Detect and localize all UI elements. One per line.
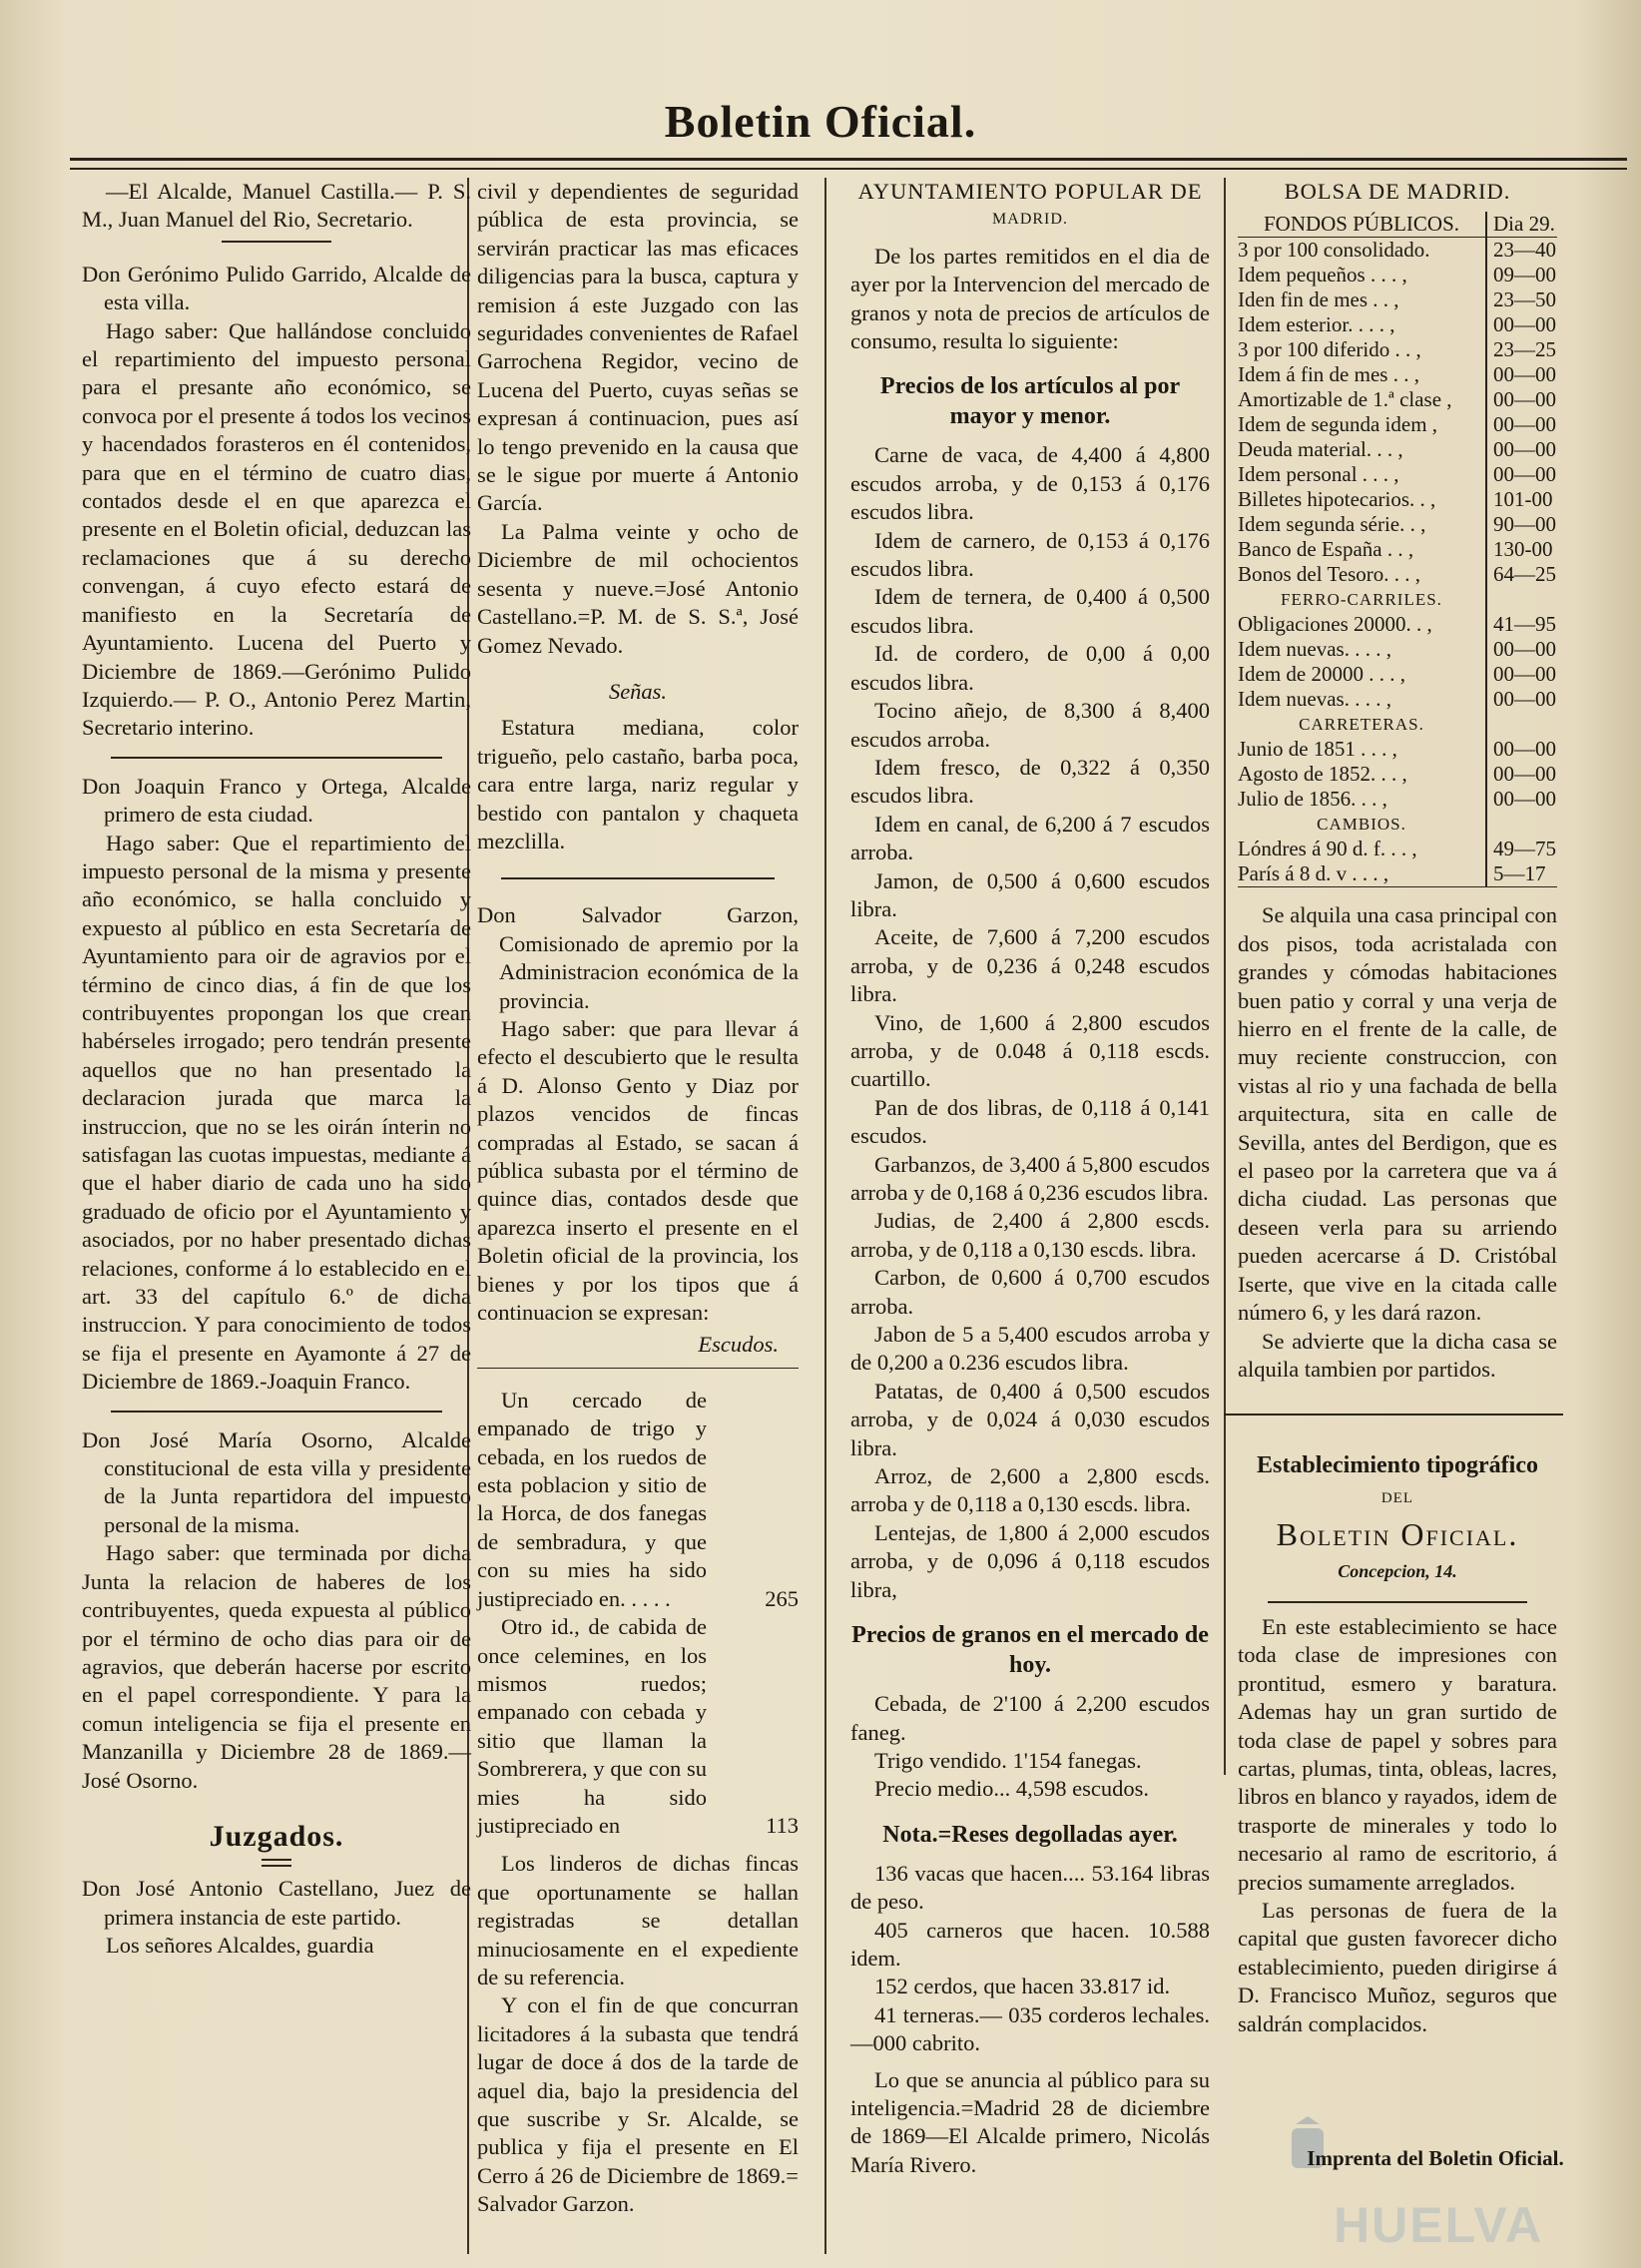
notice-heading-pulido: Don Gerónimo Pulido Garrido, Alcalde de esta villa. <box>82 261 471 315</box>
divider <box>1224 1414 1563 1416</box>
price-item: Carne de vaca, de 4,400 á 4,800 escudos arroba, y de 0,153 á 0,176 escudos libra. <box>850 442 1210 525</box>
stock-table <box>1238 212 1557 887</box>
section-subtitle-madrid: MADRID. <box>992 211 1068 229</box>
watermark: HUELVA <box>1334 2197 1544 2253</box>
establishment-title: Boletin Oficial. <box>1276 1516 1519 1553</box>
section-title-juzgados: Juzgados. <box>209 1819 344 1853</box>
table-row: Idem á fin de mes . . , 00—00 <box>1238 362 1556 387</box>
livestock-line: 136 vacas que hacen.... 53.164 libras de peso. <box>850 1860 1210 1915</box>
section-title-granos: Precios de granos en el mercado de hoy. <box>851 1622 1209 1679</box>
notice-linderos: Los linderos de dichas fincas que oportunamente se hallan registradas se detallan minuciosamente en el expediente de su referencia. <box>477 1851 799 1989</box>
subheading-carreteras: CARRETERAS. <box>1299 715 1424 735</box>
column-separator-3 <box>1224 178 1226 1775</box>
notice-heading-osorno: Don José María Osorno, Alcalde constitucional de esta villa y presidente de la Junta repartidora del impuesto personal de la misma. <box>82 1426 471 1537</box>
price-item: Jamon, de 0,500 á 0,600 escudos libra. <box>850 867 1210 921</box>
grain-line: Trigo vendido. 1'154 fanegas. <box>874 1747 1142 1773</box>
section-title-bolsa: BOLSA DE MADRID. <box>1284 179 1511 204</box>
table-header-fondos: FONDOS PÚBLICOS. <box>1238 212 1486 238</box>
establishment-contact: Las personas de fuera de la capital que gusten favorecer dicho establecimiento, pueden dirigirse á D. Francisco Muñoz, seguros que saldrán complacidos. <box>1238 1898 1557 2036</box>
price-item: Carbon, de 0,600 á 0,700 escudos arroba. <box>850 1265 1210 1319</box>
notice-body-franco: Hago saber: Que el repartimiento del impuesto personal de la misma y presente año económico, se halla concluido y expuesto al público en esta Secretaría de Ayuntamiento para oir de agravios por el término de cinco dias, á fin de que los contribuyentes propongan los que crean habérseles irrogado; pero tendrán presente aquellos que no han presentado la declaracion jurada que marca la instruccion, que no se les oirán ínterin no satisfagan las cuotas impuestas, mediante á que el haber diario de cada uno ha sido graduado de oficio por el Ayuntamiento y asociados, por no haber presentado dichas relaciones, conforme á lo establecido en el art. 33 del capítulo 6.º de dicha instruccion. Y para conocimiento de todos se fija el presente en Ayamonte á 27 de Diciembre de 1869.-Joaquin Franco. <box>82 830 471 1395</box>
notice-signature-la-palma: La Palma veinte y ocho de Diciembre de mil ochocientos sesenta y nueve.=José Antonio Castellano.=P. M. de S. S.ª, José Gomez Nevado. <box>477 518 799 658</box>
price-item: Aceite, de 7,600 á 7,200 escudos arroba, y de 0,236 á 0,248 escudos libra. <box>850 924 1210 1007</box>
column-2 <box>477 178 799 2219</box>
notice-subasta: Y con el fin de que concurran licitadores á la subasta que tendrá lugar de doce á dos de la tarde de aquel dia, bajo la presidencia del que suscribe y Sr. Alcalde, se publica y fija el presente en El Cerro á 26 de Diciembre de 1869.= Salvador Garzon. <box>477 1992 799 2217</box>
divider <box>222 241 331 243</box>
column-4 <box>1238 178 1557 2038</box>
table-row: Junio de 1851 . . . , 00—00 <box>1238 737 1556 762</box>
table-row: Idem personal . . . , 00—00 <box>1238 462 1556 487</box>
table-row: Idem esterior. . . . , 00—00 <box>1238 312 1556 337</box>
divider <box>262 1859 291 1867</box>
price-item: Garbanzos, de 3,400 á 5,800 escudos arroba y de 0,168 á 0,236 escudos libra. <box>850 1151 1210 1205</box>
price-item: Vino, de 1,600 á 2,800 escudos arroba, y de 0.048 á 0,118 escds. cuartillo. <box>850 1009 1210 1092</box>
price-item: Tocino añejo, de 8,300 á 8,400 escudos arroba. <box>850 698 1210 752</box>
property-value-1: 265 <box>765 1585 799 1611</box>
livestock-line: 41 terneras.— 035 corderos lechales.—000 cabrito. <box>850 2001 1210 2056</box>
section-title-reses: Nota.=Reses degolladas ayer. <box>882 1821 1178 1848</box>
notice-heading-garzon: Don Salvador Garzon, Comisionado de apremio por la Administracion económica de la provincia. <box>477 902 799 1013</box>
description-senas: Estatura mediana, color trigueño, pelo castaño, barba poca, cara entre larga, nariz regular y bestido con pantalon y chaqueta mezclilla. <box>477 715 799 853</box>
section-title-precios: Precios de los artículos al por mayor y menor. <box>879 373 1181 430</box>
column-header-escudos: Escudos. <box>698 1332 779 1358</box>
market-closing: Lo que se anuncia al público para su inteligencia.=Madrid 28 de diciembre de 1869—El Alcalde primero, Nicolás María Rivero. <box>850 2066 1210 2177</box>
subheading-ferrocarriles: FERRO-CARRILES. <box>1281 590 1442 610</box>
table-row: Idem de segunda idem , 00—00 <box>1238 412 1556 437</box>
table-row: Agosto de 1852. . . , 00—00 <box>1238 762 1556 787</box>
column-separator-2 <box>824 178 826 2254</box>
price-item: Judias, de 2,400 á 2,800 escds. arroba, y de 0,118 a 0,130 escds. libra. <box>850 1208 1210 1262</box>
price-item: Idem de ternera, de 0,400 á 0,500 escudos libra. <box>850 584 1210 638</box>
notice-heading-castellano: Don José Antonio Castellano, Juez de primera instancia de este partido. <box>82 1876 471 1930</box>
table-header-dia: Dia 29. <box>1486 212 1557 238</box>
establishment-description: En este establecimiento se hace toda clase de impresiones con prontitud, esmero y baratura. Ademas hay un gran surtido de toda clase de papel y sobres para cartas, plumas, tinta, obleas, lacres, libros en blanco y rayados, idem de trasporte de minerales y todo lo necesario al ramo de escritorio, á precios sumamente arreglados. <box>1238 1613 1557 1895</box>
table-row: Billetes hipotecarios. . , 101-00 <box>1238 487 1557 512</box>
price-item: Arroz, de 2,600 a 2,800 escds. arroba y de 0,118 a 0,130 escds. libra. <box>850 1463 1210 1517</box>
notice-body-osorno: Hago saber: que terminada por dicha Junta la relacion de haberes de los contribuyentes, queda expuesta al público por el término de ocho dias para oir de agravios, que deberán hacerse por escrito en el papel correspondiente. Y para la comun inteligencia se fija el presente en Manzanilla y Diciembre 28 de 1869.—José Osorno. <box>82 1540 471 1793</box>
property-description-1: Un cercado de empanado de trigo y cebada, en los ruedos de esta poblacion y sitio de la Horca, de dos fanegas de sembradura, y que con su mies ha sido justipreciado en. . . . . <box>477 1387 707 1611</box>
section-title-ayuntamiento: AYUNTAMIENTO POPULAR DE <box>857 179 1203 204</box>
subheading-cambios: CAMBIOS. <box>1317 815 1406 835</box>
table-row: Banco de España . . , 130-00 <box>1238 537 1557 562</box>
table-row: 3 por 100 consolidado. 23—40 <box>1238 238 1556 263</box>
establishment-del: DEL <box>1380 1489 1414 1506</box>
notice-heading-franco: Don Joaquin Franco y Ortega, Alcalde primero de esta ciudad. <box>82 773 471 828</box>
notice-body-pulido: Hago saber: Que hallándose concluido el repartimiento del impuesto personal para el presante año económico, se convoca por el presente á todos los vecinos y hacendados forasteros en él contenidos, para que en el término de cuatro dias, contados desde el en que aparezca el presente en el Boletin oficial, deduzcan las reclamaciones que á su derecho convengan, á cuyo efecto estará de manifiesto en la Secretaría de Ayuntamiento. Lucena del Puerto y Diciembre de 1869.—Gerónimo Pulido Izquierdo.— P. O., Antonio Perez Martin, Secretario interino. <box>82 317 471 741</box>
notice-body-garzon: Hago saber: que para llevar á efecto el descubierto que le resulta á D. Alonso Gento y Diaz por plazos vencidos de fincas compradas al Estado, se sacan á pública subasta por el término de quince dias, contados desde que aparezca inserto el presente en el Boletin oficial de la provincia, los bienes y por los tipos que á continuacion se expresan: <box>477 1015 799 1326</box>
price-item: Idem fresco, de 0,322 á 0,350 escudos libra. <box>850 754 1210 809</box>
divider <box>1268 1601 1527 1603</box>
notice-body-requisitoria: civil y dependientes de seguridad pública de esta provincia, se servirán practicar las mas eficaces diligencias para la busca, captura y remision á este Juzgado con las seguridades convenientes de Rafael Garrochena Regidor, vecino de Lucena del Puerto, cuyas señas se expresan á continuacion, pues así lo tengo prevenido en la causa que se le sigue por muerte á Antonio García. <box>477 179 799 516</box>
price-item: Pan de dos libras, de 0,118 á 0,141 escudos. <box>850 1094 1210 1149</box>
establishment-address: Concepcion, 14. <box>1338 1560 1457 1581</box>
property-row-2 <box>477 1613 799 1840</box>
divider <box>477 1368 799 1369</box>
table-row: Idem segunda série. . , 90—00 <box>1238 512 1556 537</box>
table-row: París á 8 d. v . . . , 5—17 <box>1238 861 1557 887</box>
advert-casa: Se alquila una casa principal con dos pisos, toda acristalada con grandes y cómodas habitaciones buen patio y corral y una verja de hierro en el frente de la calle, de muy reciente construccion, con vistas al rio y una fachada de bella arquitectura, sita en calle de Sevilla, antes del Berdigon, que es el paseo por la carretera que va á dicha ciudad. Las personas que deseen verla para su arriendo pueden acercarse á D. Cristóbal Iserte, que vive en la citada calle número 6, y les dará razon. <box>1238 902 1557 1326</box>
table-row: Idem de 20000 . . . , 00—00 <box>1238 662 1556 687</box>
table-row: Obligaciones 20000. . , 41—95 <box>1238 612 1556 637</box>
table-row: Amortizable de 1.ª clase , 00—00 <box>1238 387 1556 412</box>
column-1 <box>82 178 471 1961</box>
notice-signature-castilla: —El Alcalde, Manuel Castilla.— P. S. M., Juan Manuel del Rio, Secretario. <box>82 179 471 233</box>
column-3 <box>850 178 1210 2179</box>
livestock-line: 405 carneros que hacen. 10.588 idem. <box>850 1917 1210 1971</box>
table-row: Iden fin de mes . . , 23—50 <box>1238 287 1556 312</box>
price-item: Id. de cordero, de 0,00 á 0,00 escudos libra. <box>850 641 1210 695</box>
table-row: Deuda material. . . , 00—00 <box>1238 437 1556 462</box>
notice-body-castellano: Los señores Alcaldes, guardia <box>106 1933 374 1959</box>
masthead-rule <box>70 158 1627 170</box>
establishment-heading: Establecimiento tipográfico <box>1257 1452 1538 1479</box>
table-row: Idem pequeños . . . , 09—00 <box>1238 263 1556 287</box>
table-row: 3 por 100 diferido . . , 23—25 <box>1238 337 1556 362</box>
property-row-1 <box>477 1387 799 1613</box>
table-row: Idem nuevas. . . . , 00—00 <box>1238 637 1556 662</box>
divider <box>111 1411 442 1413</box>
divider <box>111 757 442 759</box>
table-row: Julio de 1856. . . , 00—00 <box>1238 787 1556 812</box>
table-row: Bonos del Tesoro. . . , 64—25 <box>1238 562 1556 587</box>
price-item: Idem en canal, de 6,200 á 7 escudos arroba. <box>850 811 1210 865</box>
advert-casa-note: Se advierte que la dicha casa se alquila tambien por partidos. <box>1238 1328 1557 1382</box>
table-row: Lóndres á 90 d. f. . . , 49—75 <box>1238 837 1556 861</box>
livestock-line: 152 cerdos, que hacen 33.817 id. <box>874 1974 1171 1999</box>
price-item: Patatas, de 0,400 á 0,500 escudos arroba, y de 0,024 á 0,030 escudos libra. <box>850 1378 1210 1460</box>
property-description-2: Otro id., de cabida de once celemines, en los mismos ruedos; empanado con cebada y sitio que llaman la Sombrerera, y que con su mies ha sido justipreciado en <box>477 1614 707 1838</box>
masthead-title: Boletin Oficial. <box>664 96 977 147</box>
imprenta-footer: Imprenta del Boletin Oficial. <box>1307 2146 1564 2170</box>
price-item: Idem de carnero, de 0,153 á 0,176 escudos libra. <box>850 527 1210 582</box>
price-item: Lentejas, de 1,800 á 2,000 escudos arroba, y de 0,096 á 0,118 escudos libra, <box>850 1519 1210 1602</box>
price-item: Jabon de 5 a 5,400 escudos arroba y de 0,200 a 0.236 escudos libra. <box>850 1322 1210 1376</box>
property-value-2: 113 <box>766 1812 799 1838</box>
grain-line: Cebada, de 2'100 á 2,200 escudos faneg. <box>850 1691 1210 1745</box>
grain-line: Precio medio... 4,598 escudos. <box>874 1776 1149 1802</box>
section-title-senas: Señas. <box>608 678 668 704</box>
market-intro: De los partes remitidos en el dia de ayer por la Intervencion del mercado de granos y nota de precios de artículos de consumo, resulta lo siguiente: <box>850 243 1210 354</box>
table-row: Idem nuevas. . . . , 00—00 <box>1238 687 1556 712</box>
divider <box>501 877 775 879</box>
